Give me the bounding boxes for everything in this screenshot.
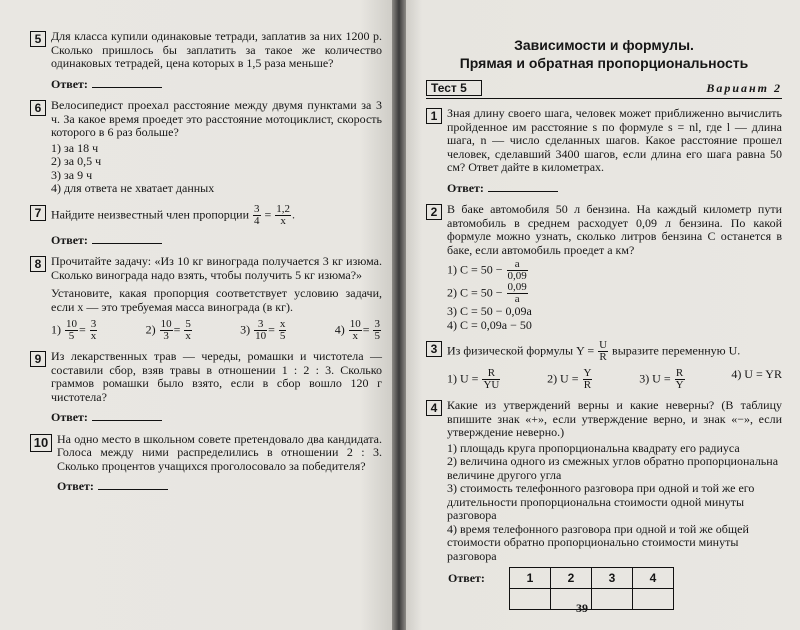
answer-label: Ответ:	[51, 76, 88, 91]
option-4[interactable]: 4) для ответа не хватает данных	[51, 181, 215, 195]
task-text: Из лекарственных трав — череды, ромашки и чистотела — составили сбор, взяв травы в отношении 1 : 2 : 3. Сколько граммов ромашки было взято, если в сбор вошло 120 г чистотела?	[51, 349, 382, 404]
heading-line-1: Зависимости и формулы.	[514, 37, 694, 53]
task-text: В баке автомобиля 50 л бензина. На каждый километр пути автомобиль в среднем расходует 0,09 л бензина. По какой формуле можно узнать, сколько литров бензина C останется в баке, если автомобиль проедет a км?	[447, 202, 782, 257]
task-text: Зная длину своего шага, человек может приближенно вычислить пройденное им расстояние s по формуле s = nl, где l — длина шага, n — число сделанных шагов. Какое расстояние прошел человек, сделавший 3400 шагов, если длина его шага равна 50 см? Ответ дайте в километрах.	[447, 106, 782, 174]
option-2[interactable]: 2) U = $\frac{Y}{R}$	[547, 367, 592, 391]
option-4[interactable]: 4) $\frac{10}{x}$ = $\frac{3}{5}$	[334, 318, 380, 342]
task-text: На одно место в школьном совете претендовало два кандидата. Голоса между ними распределились в отношении 2 : 3. Сколько процентов учащихся проголосовало за победителя?	[57, 431, 382, 473]
option-4[interactable]: 4) U = YR	[731, 367, 782, 381]
grid-cell-1[interactable]	[509, 589, 550, 610]
proportion-left: $\frac{3}{4}$	[254, 202, 260, 227]
right-page	[406, 0, 800, 630]
option-1[interactable]: 1) U = $\frac{R}{YU}$	[447, 367, 500, 391]
task-2	[426, 203, 782, 332]
task-text-2: Установите, какая пропорция соответствует условию задачи, если x — это требуемая масса винограда (в кг).	[51, 286, 382, 314]
grid-header-3: 3	[591, 568, 632, 589]
answer-line	[92, 78, 162, 88]
answer-line	[488, 182, 558, 192]
answer-field[interactable]	[447, 182, 782, 196]
test-label: Тест 5	[426, 80, 482, 96]
task-9	[30, 350, 382, 425]
option-1[interactable]: 1) $\frac{10}{5}$ = $\frac{3}{x}$	[51, 318, 97, 342]
task-number: 2	[426, 204, 442, 220]
task-8	[30, 255, 382, 342]
option-3[interactable]: 3) за 9 ч	[51, 167, 93, 182]
task-7: 7 Найдите неизвестный член пропорции $\frac{3}{4}$ = $\frac{1,2}{x}$ . Ответ:	[30, 204, 382, 248]
variant-label: Вариант 2	[706, 80, 782, 95]
answer-field[interactable]	[51, 234, 382, 248]
task-text: Из физической формулы Y =	[447, 343, 595, 358]
answer-field[interactable]	[57, 480, 382, 494]
option-3[interactable]: 3) C = 50 − 0,09a	[447, 304, 532, 318]
test-header	[426, 80, 782, 99]
answer-line	[92, 234, 162, 244]
task-10	[30, 433, 382, 494]
option-3[interactable]: 3) U = $\frac{R}{Y}$	[639, 367, 684, 391]
answer-field[interactable]	[51, 411, 382, 425]
task-number: 6	[30, 100, 46, 116]
task-1	[426, 107, 782, 195]
formula-options	[447, 368, 782, 391]
answer-label: Ответ:	[51, 410, 88, 424]
task-number: 8	[30, 256, 46, 272]
statement-3: 3) стоимость телефонного разговора при одной и той же его длительности пропорциональна стоимости одной минуты разговора	[447, 481, 755, 522]
task-number: 7	[30, 205, 46, 221]
section-heading	[426, 36, 782, 72]
task-text: Какие из утверждений верны и какие неверны? (В таблицу впишите знак «+», если утверждение верно, и знак «−», если утверждение неверно.)	[447, 398, 782, 439]
answer-line	[92, 411, 162, 421]
grid-cell-3[interactable]	[591, 589, 632, 610]
task-number: 5	[30, 31, 46, 47]
page-number: 39	[576, 601, 588, 615]
option-2[interactable]: 2) C = 50 − $\frac{0,09}{a}$	[447, 281, 527, 305]
statement-2: 2) величина одного из смежных углов обратно пропорциональна величине другого угла	[447, 454, 779, 482]
task-6	[30, 99, 382, 196]
task-number: 1	[426, 108, 442, 124]
proportion-options	[51, 319, 382, 342]
option-3[interactable]: 3) $\frac{3}{10}$ = $\frac{x}{5}$	[240, 318, 286, 342]
option-2[interactable]: 2) за 0,5 ч	[51, 154, 102, 168]
option-2[interactable]: 2) $\frac{10}{3}$ = $\frac{5}{x}$	[145, 318, 191, 342]
task-text: Для класса купили одинаковые тетради, заплатив за них 1200 р. Сколько пришлось бы заплатить за такое же количество одинаковых тетрадей, цена которых в 1,5 раза меньше?	[51, 29, 382, 70]
task-text: Прочитайте задачу: «Из 10 кг винограда получается 3 кг изюма. Сколько винограда надо взять, чтобы получить 5 кг изюма?»	[51, 254, 382, 282]
task-number: 10	[30, 434, 52, 452]
statement-4: 4) время телефонного разговора при одной и той же общей стоимости обратно пропорционально стоимости минуты разговора	[447, 521, 749, 563]
task-4	[426, 399, 782, 563]
statement-1: 1) площадь круга пропорциональна квадрату его радиуса	[447, 440, 740, 455]
proportion-right: $\frac{1,2}{x}$	[276, 202, 291, 227]
task-text: Велосипедист проехал расстояние между двумя пунктами за 3 ч. За какое время проедет это расстояние мотоциклист, скорость которого в 6 раз больше?	[51, 98, 382, 139]
formula-fraction: $\frac{U}{R}$	[599, 339, 608, 363]
answer-label: Ответ:	[51, 232, 88, 247]
option-1[interactable]: 1) C = 50 − $\frac{a}{0,09}$	[447, 258, 527, 282]
task-number: 3	[426, 341, 442, 357]
task-number: 9	[30, 351, 46, 367]
grid-cell-4[interactable]	[632, 589, 673, 610]
grid-header-2: 2	[550, 568, 591, 589]
option-4[interactable]: 4) C = 0,09a − 50	[447, 317, 532, 332]
left-page	[0, 0, 392, 630]
answer-grid	[509, 567, 674, 610]
grid-header-4: 4	[632, 568, 673, 589]
answer-label: Ответ:	[448, 571, 485, 585]
option-1[interactable]: 1) за 18 ч	[51, 140, 99, 155]
task-number: 4	[426, 400, 442, 416]
book-gutter	[392, 0, 406, 630]
answer-grid-block	[448, 571, 782, 610]
heading-line-2: Прямая и обратная пропорциональность	[459, 55, 749, 71]
grid-header-1: 1	[509, 568, 550, 589]
answer-label: Ответ:	[447, 180, 484, 195]
task-text: Найдите неизвестный член пропорции	[51, 206, 249, 221]
answer-line	[98, 480, 168, 490]
task-5	[30, 30, 382, 91]
answer-field[interactable]	[51, 78, 382, 92]
task-3: 3 Из физической формулы Y = $\frac{U}{R}$ выразите переменную U. 1) U = $\frac{R}{YU}$ 2) U = $\frac{Y}{R}$ 3) U = $\frac{R}{Y}$ 4) U = YR	[426, 340, 782, 391]
answer-label: Ответ:	[57, 479, 94, 493]
